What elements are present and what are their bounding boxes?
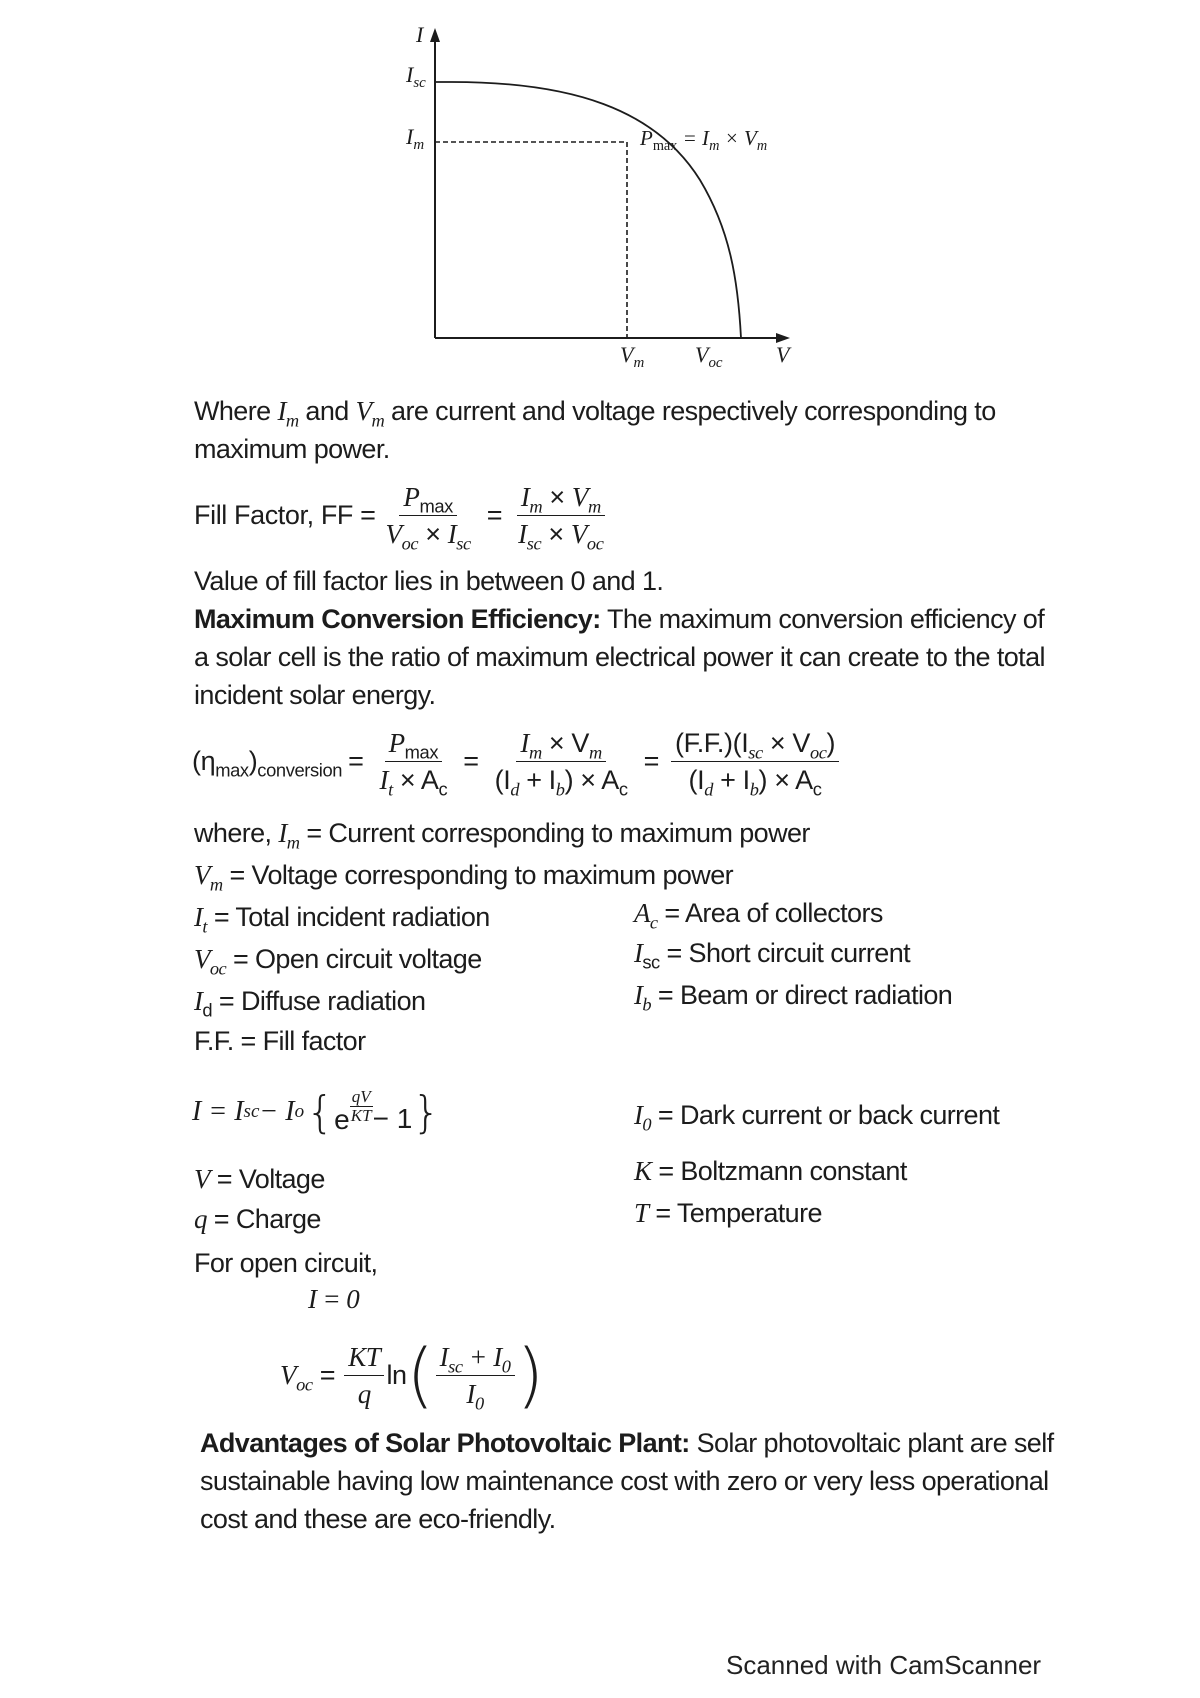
y-axis-label: I bbox=[416, 22, 424, 47]
def-v: V = Voltage bbox=[194, 1164, 325, 1194]
efficiency-heading: Maximum Conversion Efficiency: bbox=[194, 604, 601, 634]
iv-characteristic-graph bbox=[400, 20, 820, 380]
def-vm: $V_m$ = Voltage corresponding to maximum power bbox=[194, 860, 734, 895]
def-ac: $A_c$ = Area of collectors bbox=[634, 898, 883, 933]
iv-curve bbox=[435, 82, 741, 338]
def-it: $I_t$ = Total incident radiation bbox=[194, 902, 490, 937]
kt-over-q: $\frac{KT}{q}$ bbox=[344, 1342, 384, 1409]
voc-label: $V_{oc}$ bbox=[695, 342, 723, 372]
y-axis-arrow bbox=[430, 28, 440, 42]
ff-fraction-2: $\frac{I_m \times V_m}{I_{sc} \times V_{oc}}$ bbox=[518, 482, 604, 554]
im-label: $I_m$ bbox=[406, 124, 425, 154]
isc-label: $I_{sc}$ bbox=[406, 62, 426, 92]
pmax-label: $P_{max} = I_m \times V_m$ bbox=[640, 126, 768, 154]
camscanner-watermark: Scanned with CamScanner bbox=[726, 1650, 1042, 1680]
def-ib: $I_b$ = Beam or direct radiation bbox=[634, 980, 953, 1015]
advantages-heading: Advantages of Solar Photovoltaic Plant: bbox=[200, 1428, 690, 1458]
def-t: T = Temperature bbox=[634, 1198, 822, 1228]
def-isc: $I_{sc}$ = Short circuit current bbox=[634, 938, 911, 973]
diode-equation: I = I sc − I o { e qV KT − 1 } bbox=[192, 1086, 441, 1138]
fill-factor-range: Value of fill factor lies in between 0 and 1. bbox=[194, 566, 664, 596]
ff-fraction-1: $\frac{P_{max}}{V_{oc} \times I_{sc}}$ bbox=[385, 482, 471, 554]
def-k: K = Boltzmann constant bbox=[634, 1156, 907, 1186]
conversion-efficiency-equation: $(\eta_{max})_{conversion}$ = $\frac{P_{max}}{I_t \times A_c}$ = $\frac{I_m \times V_m}{(I_d + I_b) \times A_c}$ = $\frac{(F.F.)(I_{sc} \times V_{oc})}{(I_d + I_b) \times A_c}$ bbox=[192, 728, 845, 795]
ln-argument-fraction: $\frac{I_{sc} + I_0}{I_0}$ bbox=[436, 1342, 515, 1409]
def-ff: F.F. = Fill factor bbox=[194, 1026, 366, 1056]
def-q: q = Charge bbox=[194, 1204, 321, 1234]
def-i0: $I_0$ = Dark current or back current bbox=[634, 1100, 1000, 1135]
open-circuit-condition: I = 0 bbox=[308, 1284, 360, 1314]
def-voc: $V_{oc}$ = Open circuit voltage bbox=[194, 944, 482, 979]
where-im-vm-paragraph: Where $I_m$ and $V_m$ are current and voltage respectively corresponding to maximum power. bbox=[194, 396, 996, 464]
def-im: where, $I_m$ = Current corresponding to maximum power bbox=[194, 818, 810, 853]
fill-factor-equation: Fill Factor, FF = $\frac{P_{max}}{V_{oc} \times I_{sc}}$ = $\frac{I_m \times V_m}{I_{sc} \times V_{oc}}$ bbox=[194, 482, 613, 549]
open-circuit-label: For open circuit, bbox=[194, 1248, 378, 1278]
efficiency-paragraph: Maximum Conversion Efficiency: The maximum conversion efficiency of a solar cell is the ratio of maximum electrical power it can create to the total incident solar energy. bbox=[194, 604, 1045, 710]
def-id: $I_d$ = Diffuse radiation bbox=[194, 986, 426, 1021]
eta-fraction-2: $\frac{I_m \times V_m}{(I_d + I_b) \times A_c}$ bbox=[494, 728, 628, 800]
vm-label: $V_m$ bbox=[620, 342, 645, 372]
voc-equation: $V_{oc}$ = $\frac{KT}{q}$ ln ( $\frac{I_{sc} + I_0}{I_0}$ ) bbox=[280, 1334, 544, 1416]
eta-fraction-1: $\frac{P_{max}}{I_t \times A_c}$ bbox=[379, 728, 448, 800]
eta-fraction-3: $\frac{(F.F.)(I_{sc} \times V_{oc})}{(I_d + I_b) \times A_c}$ bbox=[671, 728, 839, 795]
x-axis-label: V bbox=[776, 342, 790, 367]
advantages-paragraph: Advantages of Solar Photovoltaic Plant: Solar photovoltaic plant are self sustainable having low maintenance cost with zero or very less operational cost and these are eco-friendly. bbox=[200, 1428, 1054, 1534]
